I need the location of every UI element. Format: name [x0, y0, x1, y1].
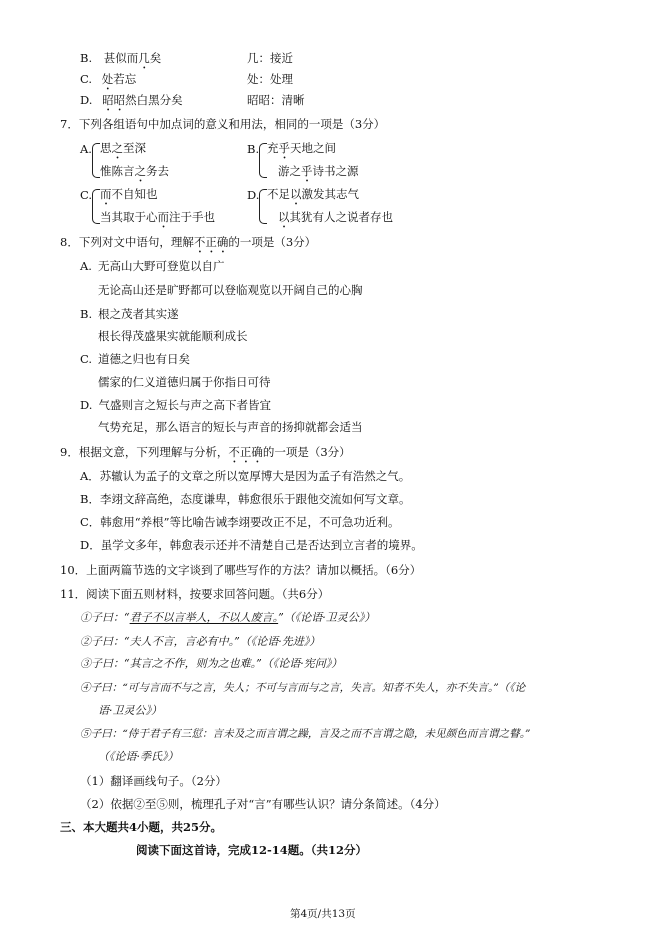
q11-material-5-line2: （《论语·季氏》） [98, 750, 179, 763]
bracket [259, 189, 267, 224]
q8-option-b: B. 根之茂者其实遂 [80, 307, 179, 321]
q8-option-b-explain: 根长得茂盛果实就能顺利成长 [98, 329, 248, 343]
q11-material-1: ①子曰：“君子不以言举人，不以人废言。”（《论语·卫灵公》） [80, 611, 376, 624]
section-3-heading: 三、本大题共4小题，共25分。 [60, 820, 223, 834]
q10-stem: 10．上面两篇节选的文字谈到了哪些写作的方法？请加以概括。（6分） [60, 563, 422, 577]
q9-stem: 9．根据文意，下列理解与分析，不正确的一项是（3分） [60, 445, 351, 459]
q7-option-c-letter: C. [80, 188, 93, 202]
q9-option-d: D．虽学文多年，韩愈表示还并不清楚自己是否达到立言者的境界。 [80, 538, 423, 552]
q7-option-a-letter: A. [80, 142, 92, 156]
q7-option-b-line1: 充乎天地之间 [267, 141, 336, 155]
q8-stem: 8．下列对文中语句，理解不正确的一项是（3分） [60, 235, 317, 249]
q7-option-c-line1: 而不自知也 [100, 187, 158, 201]
q8-option-c-explain: 儒家的仁义道德归属于你指日可待 [98, 375, 271, 389]
q9-option-c: C．韩愈用“养根”等比喻告诫李翊要改正不足，不可急功近利。 [80, 515, 400, 529]
q11-material-4-line2: 语·卫灵公》） [98, 704, 162, 717]
q11-sub-2: （2）依据②至⑤则，梳理孔子对“言”有哪些认识？请分条简述。（4分） [80, 797, 446, 811]
q7-option-b-letter: B. [247, 142, 260, 156]
q7-stem: 7．下列各组语句中加点词的意义和用法，相同的一项是（3分） [60, 117, 386, 131]
q6-option-c: C. 处若忘 [80, 72, 137, 86]
q8-option-d: D. 气盛则言之短长与声之高下者皆宜 [80, 398, 271, 412]
q11-material-3: ③子曰：“其言之不作，则为之也难。”（《论语·宪问》） [80, 657, 343, 670]
bracket [259, 143, 267, 178]
q7-option-a-line1: 思之至深 [100, 141, 146, 155]
q6-option-d-gloss: 昭昭：清晰 [247, 93, 305, 107]
q6-option-d: D. 昭昭然白黑分矣 [80, 93, 183, 107]
q7-option-b-line2: 游之乎诗书之源 [278, 164, 359, 178]
q7-option-a-line2: 惟陈言之务去 [100, 164, 169, 178]
q6-option-b: B. 甚似而几矣 [80, 51, 162, 65]
q11-stem: 11．阅读下面五则材料，按要求回答问题。（共6分） [60, 587, 330, 601]
q11-material-5-line1: ⑤子曰：“侍于君子有三愆：言未及之而言谓之躁，言及之而不言谓之隐，未见颜色而言谓之瞽。” [80, 728, 531, 740]
poem-intro: 阅读下面这首诗，完成12-14题。（共12分） [136, 843, 368, 857]
q7-option-c-line2: 当其取于心而注于手也 [100, 210, 215, 224]
q8-option-c: C. 道德之归也有日矣 [80, 352, 191, 366]
q6-option-c-gloss: 处：处理 [247, 72, 293, 86]
q8-option-a: A. 无高山大野可登览以自广 [80, 259, 225, 273]
bracket [92, 143, 100, 178]
q8-option-d-explain: 气势充足，那么语言的短长与声音的扬抑就都会适当 [98, 420, 363, 434]
q9-option-a: A．苏辙认为孟子的文章之所以宽厚博大是因为孟子有浩然之气。 [80, 469, 411, 483]
q11-sub-1: （1）翻译画线句子。（2分） [80, 774, 227, 788]
q9-option-b: B．李翊文辞高绝，态度谦卑，韩愈很乐于跟他交流如何写文章。 [80, 492, 411, 506]
q7-option-d-line1: 不足以激发其志气 [267, 187, 359, 201]
q6-option-b-gloss: 几：接近 [247, 51, 293, 65]
bracket [92, 189, 100, 224]
q7-option-d-line2: 以其犹有人之说者存也 [278, 210, 393, 224]
q11-material-2: ②子曰：“夫人不言，言必有中。”（《论语·先进》） [80, 635, 321, 648]
page-footer: 第4页/共13页 [290, 908, 356, 920]
q8-option-a-explain: 无论高山还是旷野都可以登临观览以开阔自己的心胸 [98, 283, 363, 297]
q11-material-4-line1: ④子曰：“可与言而不与之言，失人；不可与言而与之言，失言。知者不失人，亦不失言。”（《论 [80, 682, 526, 694]
q7-option-d-letter: D. [247, 188, 260, 202]
